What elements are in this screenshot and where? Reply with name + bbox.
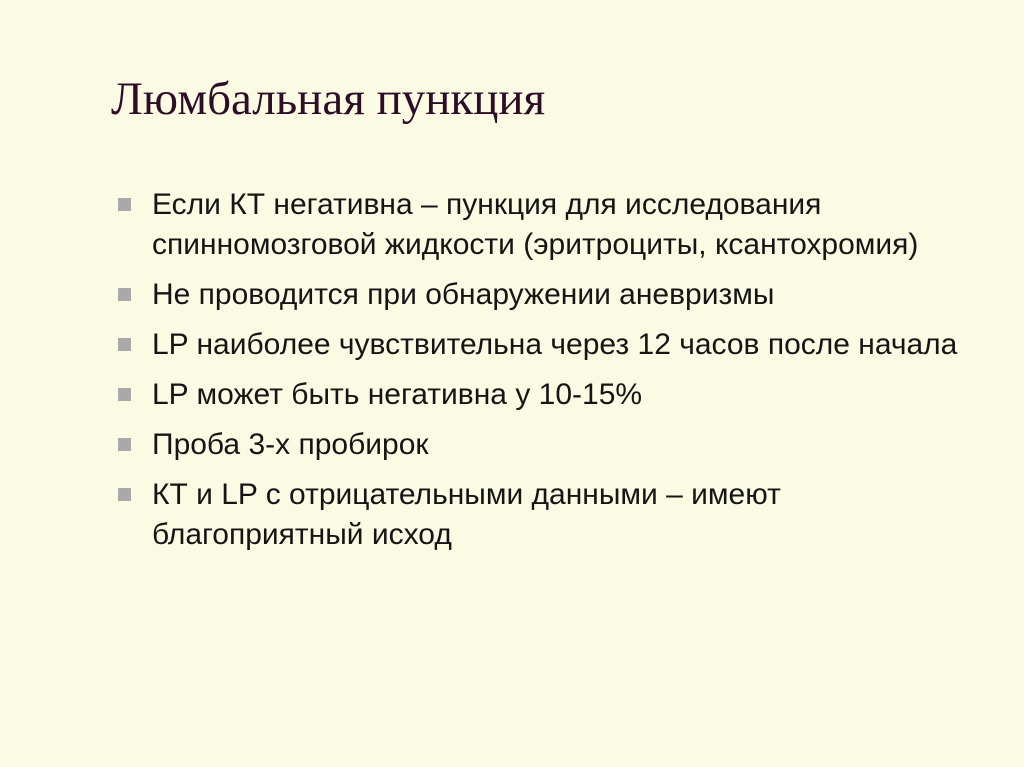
bullet-text: LP может быть негативна у 10-15% xyxy=(152,378,643,411)
bullet-text: КТ и LP с отрицательными данными – имеют благоприятный исход xyxy=(152,478,781,551)
bullet-text: LP наиболее чувствительна через 12 часов после начала xyxy=(152,328,958,361)
bullet-list xyxy=(118,185,968,565)
square-bullet-icon xyxy=(118,288,131,301)
bullet-item xyxy=(118,475,968,555)
square-bullet-icon xyxy=(118,438,131,451)
square-bullet-icon xyxy=(118,388,131,401)
bullet-item xyxy=(118,275,968,315)
bullet-text: Если КТ негативна – пункция для исследования спинномозговой жидкости (эритроциты, ксантохромия) xyxy=(152,188,919,261)
bullet-item xyxy=(118,185,968,265)
square-bullet-icon xyxy=(118,488,131,501)
bullet-text: Не проводится при обнаружении аневризмы xyxy=(152,278,775,311)
slide-title: Люмбальная пункция xyxy=(111,73,546,125)
bullet-item xyxy=(118,325,968,365)
bullet-item xyxy=(118,375,968,415)
square-bullet-icon xyxy=(118,338,131,351)
square-bullet-icon xyxy=(118,198,131,211)
bullet-item xyxy=(118,425,968,465)
bullet-text: Проба 3-х пробирок xyxy=(152,428,429,461)
